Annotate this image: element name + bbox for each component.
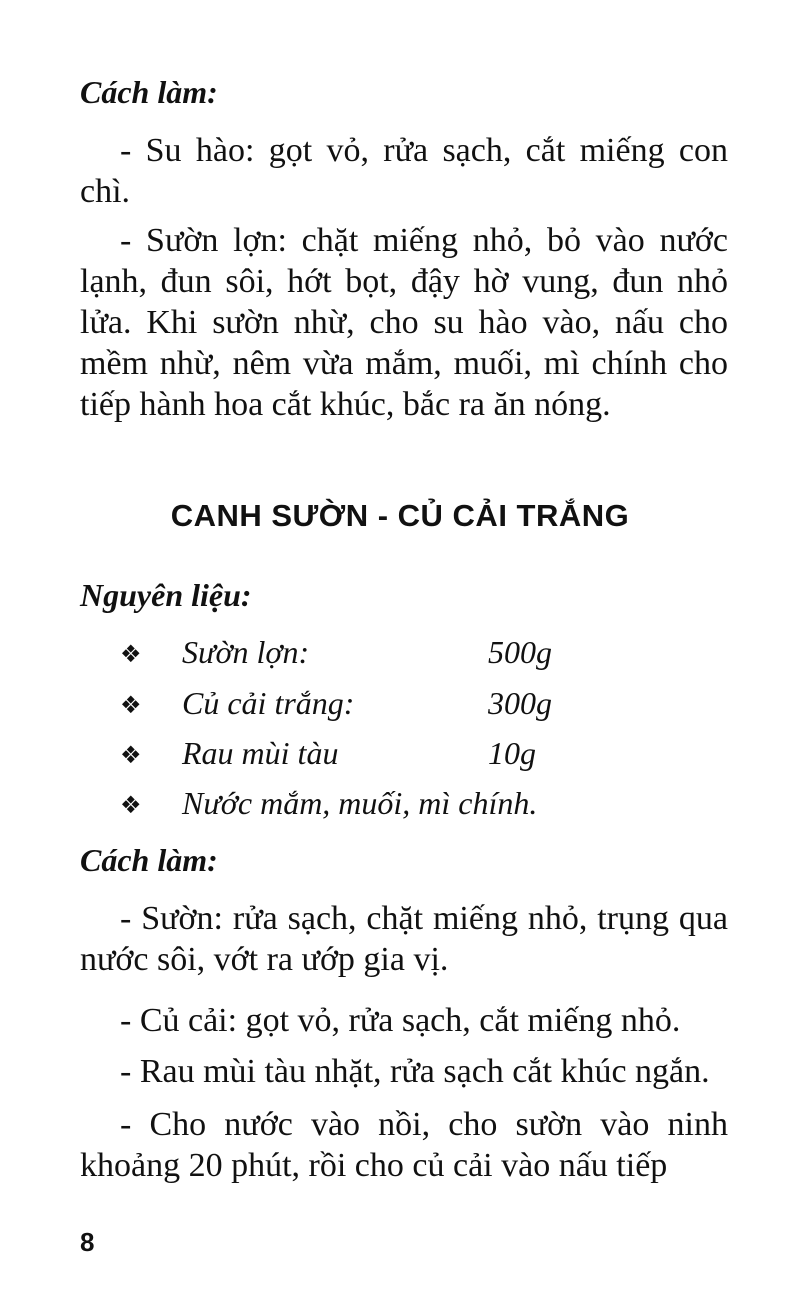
- ingredient-name: Củ cải trắng:: [182, 685, 355, 721]
- diamond-bullet-icon: ❖: [120, 791, 142, 819]
- page-number: 8: [80, 1227, 95, 1257]
- ingredient-quantity: 500g: [488, 634, 552, 670]
- step-paragraph: - Sườn: rửa sạch, chặt miếng nhỏ, trụng qua nước sôi, vớt ra ướp gia vị.: [80, 900, 728, 978]
- ingredient-quantity: 10g: [488, 735, 536, 771]
- step-paragraph: - Rau mùi tàu nhặt, rửa sạch cắt khúc ngắn.: [120, 1053, 710, 1090]
- step-paragraph: - Sườn lợn: chặt miếng nhỏ, bỏ vào nước lạnh, đun sôi, hớt bọt, đậy hờ vung, đun nhỏ lửa. Khi sườn nhừ, cho su hào vào, nấu cho mềm nhừ, nêm vừa mắm, muối, mì chính cho tiếp hành hoa cắt khúc, bắc ra ăn nóng.: [80, 222, 728, 423]
- recipe-title: CANH SƯỜN - CỦ CẢI TRẮNG: [170, 498, 630, 533]
- ingredients-heading: Nguyên liệu:: [80, 577, 252, 613]
- ingredient-item: [120, 632, 720, 676]
- ingredient-item: [120, 683, 720, 727]
- diamond-bullet-icon: ❖: [120, 691, 142, 719]
- diamond-bullet-icon: ❖: [120, 640, 142, 668]
- step-paragraph: - Củ cải: gọt vỏ, rửa sạch, cắt miếng nhỏ.: [120, 1002, 681, 1039]
- method-heading: Cách làm:: [80, 842, 218, 878]
- ingredient-item: [120, 783, 720, 827]
- step-paragraph: - Cho nước vào nồi, cho sườn vào ninh khoảng 20 phút, rồi cho củ cải vào nấu tiếp: [80, 1106, 728, 1184]
- ingredient-name: Nước mắm, muối, mì chính.: [182, 785, 538, 821]
- ingredient-name: Rau mùi tàu: [182, 735, 339, 771]
- ingredient-name: Sườn lợn:: [182, 634, 310, 670]
- diamond-bullet-icon: ❖: [120, 741, 142, 769]
- step-paragraph: - Su hào: gọt vỏ, rửa sạch, cắt miếng con chì.: [80, 132, 728, 210]
- method-heading: Cách làm:: [80, 74, 218, 110]
- ingredient-item: [120, 733, 720, 777]
- ingredient-quantity: 300g: [488, 685, 552, 721]
